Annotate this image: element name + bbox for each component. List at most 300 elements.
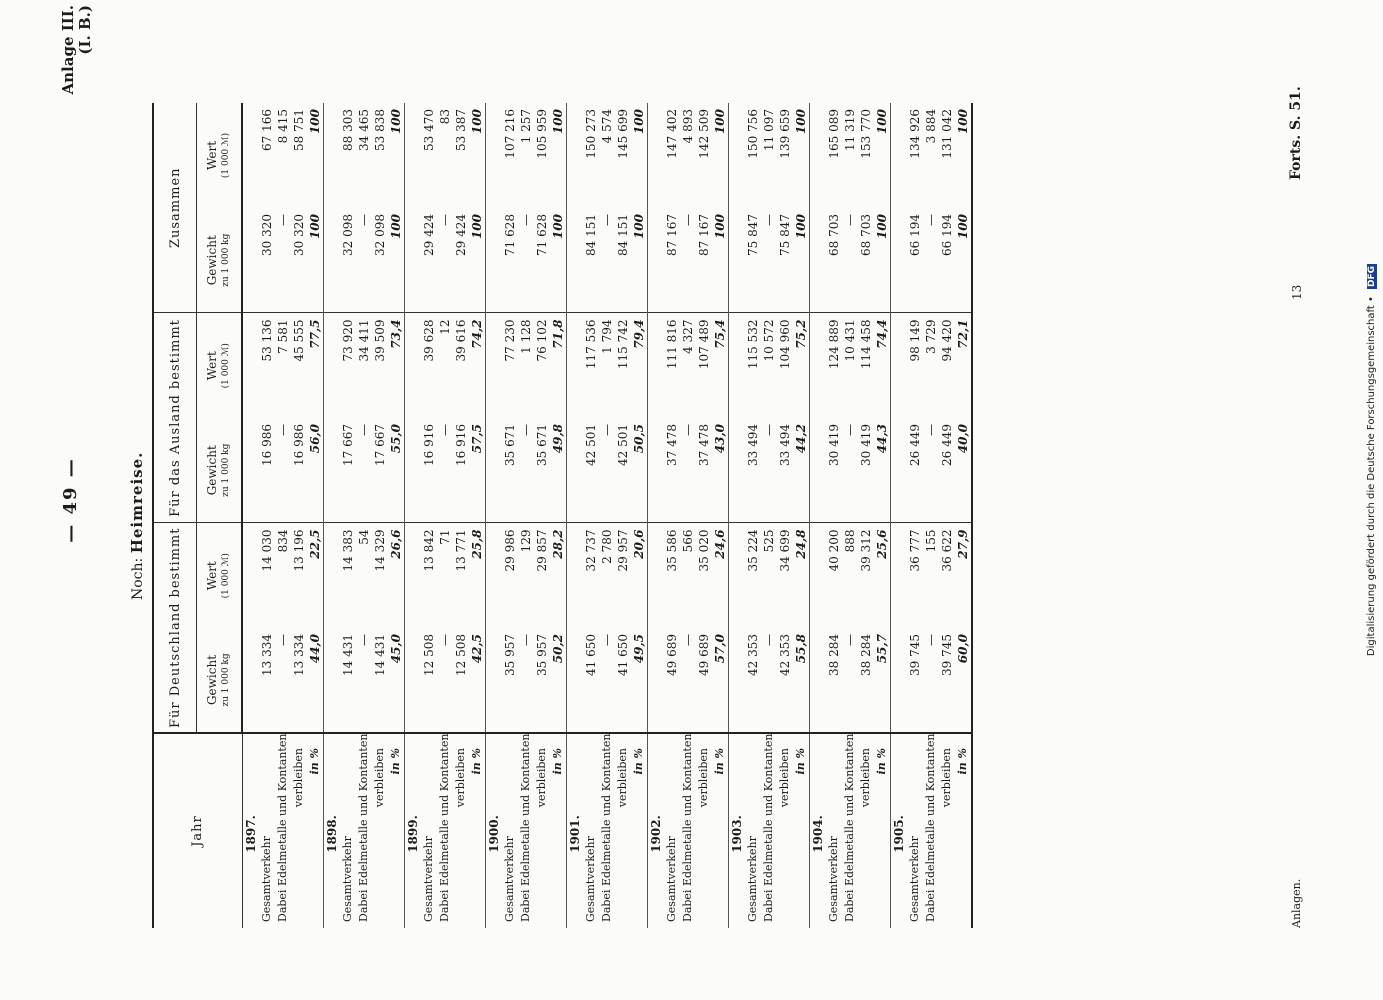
total-traffic-row-label: Gesamtverkehr bbox=[583, 733, 599, 928]
table-cell: 134 926 bbox=[908, 108, 922, 159]
table-cell: 45 555 bbox=[292, 319, 306, 362]
continuation-note: Forts. S. 51. bbox=[1288, 86, 1304, 180]
table-cell: 45,0 bbox=[388, 628, 405, 733]
table-cell: — bbox=[923, 418, 939, 523]
table-cell: 115 532 bbox=[746, 319, 760, 370]
percent-row bbox=[874, 103, 891, 928]
table-cell: 32 098 bbox=[372, 208, 388, 313]
table-cell: 888 bbox=[843, 529, 857, 553]
percent-row-label: in % bbox=[955, 733, 972, 928]
table-cell: 74,2 bbox=[469, 313, 486, 418]
table-cell: 100 bbox=[631, 208, 648, 313]
table-cell: 26 449 bbox=[907, 418, 923, 523]
precious-metals-row bbox=[275, 103, 291, 928]
table-cell: 39 745 bbox=[940, 634, 954, 676]
table-cell: 30 419 bbox=[858, 418, 874, 523]
table-cell: 75 847 bbox=[745, 208, 761, 313]
table-cell: 100 bbox=[712, 208, 729, 313]
remaining-row bbox=[615, 103, 631, 928]
table-cell bbox=[405, 418, 422, 523]
precious-metals-row bbox=[437, 103, 453, 928]
table-body bbox=[242, 103, 972, 928]
table-cell: 66 194 bbox=[939, 208, 955, 313]
unit-header-label: Wert bbox=[205, 140, 219, 170]
remaining-row bbox=[534, 103, 550, 928]
total-traffic-row-label: Gesamtverkehr bbox=[502, 733, 518, 928]
table-cell: 525 bbox=[762, 529, 776, 553]
table-cell: 12 bbox=[438, 319, 452, 335]
table-cell: 1 128 bbox=[519, 319, 533, 354]
table-cell: 12 508 bbox=[422, 634, 436, 676]
appendix-subtitle: (I. B.) bbox=[76, 5, 94, 55]
table-cell bbox=[891, 523, 908, 628]
table-cell bbox=[486, 628, 503, 733]
table-cell: 30 419 bbox=[826, 418, 842, 523]
table-cell bbox=[567, 628, 584, 733]
remaining-row bbox=[291, 103, 307, 928]
table-cell: 566 bbox=[681, 529, 695, 553]
table-cell bbox=[648, 313, 665, 418]
table-cell: 155 bbox=[924, 529, 938, 553]
year-row-label: 1900. bbox=[486, 733, 503, 928]
table-cell: 53 470 bbox=[422, 108, 436, 151]
table-cell: 35 020 bbox=[697, 529, 711, 572]
table-cell: 67 166 bbox=[260, 108, 274, 151]
table-cell: 13 334 bbox=[260, 634, 274, 676]
table-cell: 100 bbox=[388, 103, 405, 208]
table-cell: 49,8 bbox=[550, 418, 567, 523]
table-cell: 13 334 bbox=[292, 634, 306, 676]
year-row-label: 1899. bbox=[405, 733, 422, 928]
table-cell bbox=[567, 313, 584, 418]
table-cell bbox=[405, 208, 422, 313]
remaining-row-label: verbleiben bbox=[939, 733, 955, 928]
table-cell: 100 bbox=[388, 208, 405, 313]
table-cell: — bbox=[357, 634, 371, 646]
remaining-row bbox=[453, 103, 469, 928]
unit-header-label: Gewicht bbox=[205, 445, 219, 496]
page-header: — 49 — bbox=[60, 457, 81, 543]
total-traffic-row-label: Gesamtverkehr bbox=[664, 733, 680, 928]
table-cell bbox=[486, 208, 503, 313]
table-cell: 4 327 bbox=[681, 319, 695, 354]
table-cell: 53 838 bbox=[373, 108, 387, 151]
table-cell: 84 151 bbox=[615, 208, 631, 313]
unit-header-wert bbox=[197, 313, 243, 418]
table-cell: 53 136 bbox=[260, 319, 274, 362]
table-cell: 73 920 bbox=[341, 319, 355, 362]
table-cell: 71 628 bbox=[502, 208, 518, 313]
table-cell: 4 893 bbox=[681, 108, 695, 144]
table-cell: 26 449 bbox=[939, 418, 955, 523]
table-cell: 33 494 bbox=[745, 418, 761, 523]
table-cell: 165 089 bbox=[827, 108, 841, 159]
year-row-label: 1897. bbox=[242, 733, 259, 928]
table-cell bbox=[648, 523, 665, 628]
year-row bbox=[324, 103, 341, 928]
table-cell: 22,5 bbox=[307, 523, 324, 628]
total-traffic-row-label: Gesamtverkehr bbox=[826, 733, 842, 928]
table-cell: 3 884 bbox=[924, 108, 938, 144]
percent-row-label: in % bbox=[712, 733, 729, 928]
table-cell bbox=[324, 103, 341, 208]
table-cell: — bbox=[275, 418, 291, 523]
table-cell: 84 151 bbox=[583, 208, 599, 313]
table-cell: 11 097 bbox=[762, 108, 776, 151]
table-cell: — bbox=[437, 208, 453, 313]
total-traffic-row bbox=[259, 103, 275, 928]
table-cell: 14 431 bbox=[373, 634, 387, 676]
table-cell bbox=[567, 208, 584, 313]
year-row bbox=[810, 103, 827, 928]
table-cell: 36 622 bbox=[940, 529, 954, 572]
table-cell: — bbox=[275, 208, 291, 313]
table-cell bbox=[891, 103, 908, 208]
table-cell: 16 986 bbox=[291, 418, 307, 523]
remaining-row bbox=[939, 103, 955, 928]
year-row-label: 1904. bbox=[810, 733, 827, 928]
table-cell: 34 465 bbox=[357, 108, 371, 151]
table-cell bbox=[891, 313, 908, 418]
percent-row-label: in % bbox=[874, 733, 891, 928]
year-row bbox=[405, 103, 422, 928]
table-cell: 16 916 bbox=[453, 418, 469, 523]
precious-metals-row bbox=[842, 103, 858, 928]
table-cell: 55,7 bbox=[874, 628, 891, 733]
table-cell: 24,6 bbox=[712, 523, 729, 628]
table-cell: 16 916 bbox=[421, 418, 437, 523]
table-cell: 36 777 bbox=[908, 529, 922, 572]
table-cell: 100 bbox=[712, 103, 729, 208]
table-cell: 834 bbox=[276, 529, 290, 553]
total-traffic-row bbox=[421, 103, 437, 928]
precious-metals-row bbox=[680, 103, 696, 928]
table-cell: 13 842 bbox=[422, 529, 436, 572]
table-cell: 68 703 bbox=[858, 208, 874, 313]
table-cell bbox=[242, 628, 259, 733]
table-cell: 58 751 bbox=[292, 108, 306, 151]
total-traffic-row bbox=[664, 103, 680, 928]
table-cell: 107 489 bbox=[697, 319, 711, 370]
unit-header-unit: zu 1 000 kg bbox=[221, 653, 231, 707]
table-cell: 4 574 bbox=[600, 108, 614, 144]
table-cell: 35 586 bbox=[665, 529, 679, 572]
unit-header-unit: zu 1 000 kg bbox=[221, 443, 231, 497]
table-cell: 100 bbox=[874, 208, 891, 313]
table-cell: 3 729 bbox=[924, 319, 938, 354]
percent-row bbox=[955, 103, 972, 928]
table-cell: 49 689 bbox=[697, 634, 711, 676]
table-cell: — bbox=[842, 418, 858, 523]
table-cell bbox=[242, 208, 259, 313]
table-cell: 87 167 bbox=[664, 208, 680, 313]
table-cell: 11 319 bbox=[843, 108, 857, 151]
table-cell bbox=[729, 523, 746, 628]
remaining-row-label: verbleiben bbox=[858, 733, 874, 928]
table-cell bbox=[810, 208, 827, 313]
unit-header-label: Gewicht bbox=[205, 235, 219, 286]
table-cell: 74,4 bbox=[874, 313, 891, 418]
table-cell: 71,8 bbox=[550, 313, 567, 418]
percent-row bbox=[388, 103, 405, 928]
year-row bbox=[648, 103, 665, 928]
table-cell: 100 bbox=[469, 103, 486, 208]
table-cell: 111 816 bbox=[665, 319, 679, 370]
table-cell: 35 671 bbox=[502, 418, 518, 523]
table-cell: 98 149 bbox=[908, 319, 922, 362]
table-cell bbox=[405, 628, 422, 733]
table-cell: 56,0 bbox=[307, 418, 324, 523]
table-cell bbox=[648, 208, 665, 313]
table-cell: 32 098 bbox=[340, 208, 356, 313]
table-cell: 72,1 bbox=[955, 313, 972, 418]
table-cell: 100 bbox=[550, 103, 567, 208]
percent-row-label: in % bbox=[388, 733, 405, 928]
table-cell bbox=[405, 103, 422, 208]
table-cell bbox=[810, 103, 827, 208]
table-cell bbox=[486, 418, 503, 523]
table-cell bbox=[242, 313, 259, 418]
table-cell bbox=[891, 418, 908, 523]
table-cell: 42 501 bbox=[583, 418, 599, 523]
remaining-row-label: verbleiben bbox=[777, 733, 793, 928]
total-traffic-row-label: Gesamtverkehr bbox=[745, 733, 761, 928]
table-cell bbox=[567, 418, 584, 523]
table-cell: 39 628 bbox=[422, 319, 436, 362]
table-cell: 75,2 bbox=[793, 313, 810, 418]
table-cell: 7 581 bbox=[276, 319, 290, 354]
year-row bbox=[891, 103, 908, 928]
precious-metals-row-label: Dabei Edelmetalle und Kontanten bbox=[923, 733, 939, 928]
table-cell: 100 bbox=[955, 103, 972, 208]
precious-metals-row bbox=[761, 103, 777, 928]
table-cell: 26,6 bbox=[388, 523, 405, 628]
group-header-abroad: Für das Ausland bestimmt bbox=[153, 313, 197, 523]
table-cell: 39 312 bbox=[859, 529, 873, 572]
table-cell: 94 420 bbox=[940, 319, 954, 362]
appendix-title: Anlage III. bbox=[59, 5, 77, 95]
remaining-row-label: verbleiben bbox=[696, 733, 712, 928]
table-cell: — bbox=[762, 634, 776, 646]
precious-metals-row-label: Dabei Edelmetalle und Kontanten bbox=[680, 733, 696, 928]
unit-header-gewicht bbox=[197, 208, 243, 313]
table-cell bbox=[648, 628, 665, 733]
table-cell: 38 284 bbox=[859, 634, 873, 676]
table-cell: 57,0 bbox=[712, 628, 729, 733]
table-cell: 40,0 bbox=[955, 418, 972, 523]
percent-row-label: in % bbox=[469, 733, 486, 928]
remaining-row-label: verbleiben bbox=[291, 733, 307, 928]
table-cell: 139 659 bbox=[778, 108, 792, 159]
precious-metals-row bbox=[923, 103, 939, 928]
table-subtitle bbox=[128, 452, 146, 600]
total-traffic-row-label: Gesamtverkehr bbox=[907, 733, 923, 928]
table-cell: 100 bbox=[307, 103, 324, 208]
unit-header-label: Wert bbox=[205, 561, 219, 591]
table-cell bbox=[324, 313, 341, 418]
table-cell: 42,5 bbox=[469, 628, 486, 733]
table-cell: — bbox=[356, 208, 372, 313]
table-cell: 88 303 bbox=[341, 108, 355, 151]
table-cell: 150 756 bbox=[746, 108, 760, 159]
remaining-row-label: verbleiben bbox=[615, 733, 631, 928]
total-traffic-row-label: Gesamtverkehr bbox=[421, 733, 437, 928]
dfg-logo: DFG bbox=[1367, 265, 1377, 287]
table-cell: 25,8 bbox=[469, 523, 486, 628]
total-traffic-row bbox=[502, 103, 518, 928]
table-cell bbox=[729, 418, 746, 523]
table-cell: 100 bbox=[793, 208, 810, 313]
table-cell: 77 230 bbox=[503, 319, 517, 362]
unit-header-unit: (1 000 ℳ) bbox=[221, 132, 231, 179]
table-cell: 37 478 bbox=[664, 418, 680, 523]
digitization-text: Digitalisierung gefördert durch die Deutsche Forschungsgemeinschaft • bbox=[1366, 296, 1377, 657]
table-cell: 39 745 bbox=[908, 634, 922, 676]
unit-header-wert bbox=[197, 103, 243, 208]
table-cell: 104 960 bbox=[778, 319, 792, 370]
table-cell bbox=[567, 523, 584, 628]
table-cell: 145 699 bbox=[616, 108, 630, 159]
table-cell: 57,5 bbox=[469, 418, 486, 523]
table-cell: 50,5 bbox=[631, 418, 648, 523]
table-cell: — bbox=[680, 208, 696, 313]
table-cell: 114 458 bbox=[859, 319, 873, 370]
table-cell: — bbox=[843, 634, 857, 646]
table-cell: 100 bbox=[793, 103, 810, 208]
unit-header-unit: (1 000 ℳ) bbox=[221, 553, 231, 599]
table-cell: 38 284 bbox=[827, 634, 841, 676]
remaining-row-label: verbleiben bbox=[534, 733, 550, 928]
total-traffic-row-label: Gesamtverkehr bbox=[340, 733, 356, 928]
table-cell: 44,2 bbox=[793, 418, 810, 523]
group-header-germany: Für Deutschland bestimmt bbox=[153, 523, 197, 733]
table-cell: 42 501 bbox=[615, 418, 631, 523]
table-cell: 131 042 bbox=[940, 108, 954, 159]
table-cell: 39 616 bbox=[454, 319, 468, 362]
year-row bbox=[567, 103, 584, 928]
table-cell: 49,5 bbox=[631, 628, 648, 733]
table-cell: 44,3 bbox=[874, 418, 891, 523]
precious-metals-row-label: Dabei Edelmetalle und Kontanten bbox=[437, 733, 453, 928]
table-cell: 32 737 bbox=[584, 529, 598, 572]
table-cell: 25,6 bbox=[874, 523, 891, 628]
table-cell: 105 959 bbox=[535, 108, 549, 159]
table-cell: 60,0 bbox=[955, 628, 972, 733]
year-row-label: 1898. bbox=[324, 733, 341, 928]
table-cell: 79,4 bbox=[631, 313, 648, 418]
unit-header-gewicht bbox=[197, 628, 243, 733]
precious-metals-row-label: Dabei Edelmetalle und Kontanten bbox=[599, 733, 615, 928]
table-cell bbox=[729, 313, 746, 418]
table-cell: 17 667 bbox=[372, 418, 388, 523]
digitization-credit bbox=[1366, 0, 1377, 920]
table-cell: 24,8 bbox=[793, 523, 810, 628]
precious-metals-row-label: Dabei Edelmetalle und Kontanten bbox=[842, 733, 858, 928]
table-cell: 50,2 bbox=[550, 628, 567, 733]
table-cell: 16 986 bbox=[259, 418, 275, 523]
table-cell: 10 572 bbox=[762, 319, 776, 362]
remaining-row bbox=[696, 103, 712, 928]
year-row-label: 1901. bbox=[567, 733, 584, 928]
table-cell bbox=[242, 418, 259, 523]
unit-header-label: Wert bbox=[205, 351, 219, 381]
table-cell: 34 699 bbox=[778, 529, 792, 572]
table-cell: — bbox=[923, 208, 939, 313]
table-cell: — bbox=[518, 418, 534, 523]
column-header-year: Jahr bbox=[153, 733, 242, 928]
table-cell bbox=[324, 523, 341, 628]
table-cell bbox=[324, 628, 341, 733]
table-cell: 100 bbox=[631, 103, 648, 208]
year-row-label: 1905. bbox=[891, 733, 908, 928]
precious-metals-row-label: Dabei Edelmetalle und Kontanten bbox=[518, 733, 534, 928]
table-cell bbox=[242, 523, 259, 628]
table-cell bbox=[324, 418, 341, 523]
table-cell: — bbox=[761, 418, 777, 523]
table-cell: 35 224 bbox=[746, 529, 760, 572]
total-traffic-row bbox=[745, 103, 761, 928]
percent-row-label: in % bbox=[307, 733, 324, 928]
table-cell: 29 424 bbox=[453, 208, 469, 313]
table-cell: 68 703 bbox=[826, 208, 842, 313]
table-cell: 87 167 bbox=[696, 208, 712, 313]
percent-row bbox=[307, 103, 324, 928]
table-cell: 41 650 bbox=[584, 634, 598, 676]
table-cell bbox=[486, 523, 503, 628]
table-cell: 66 194 bbox=[907, 208, 923, 313]
table-cell bbox=[648, 418, 665, 523]
table-cell: 33 494 bbox=[777, 418, 793, 523]
table-cell: 73,4 bbox=[388, 313, 405, 418]
table-cell: 71 628 bbox=[534, 208, 550, 313]
total-traffic-row bbox=[340, 103, 356, 928]
percent-row bbox=[712, 103, 729, 928]
table-cell: 124 889 bbox=[827, 319, 841, 370]
precious-metals-row bbox=[518, 103, 534, 928]
table-cell: 83 bbox=[438, 108, 452, 125]
appendix-label bbox=[60, 5, 94, 165]
percent-row bbox=[469, 103, 486, 928]
precious-metals-row-label: Dabei Edelmetalle und Kontanten bbox=[275, 733, 291, 928]
table-cell: 153 770 bbox=[859, 108, 873, 159]
unit-header-unit: zu 1 000 kg bbox=[221, 233, 231, 287]
table-cell: — bbox=[924, 634, 938, 646]
table-cell: — bbox=[842, 208, 858, 313]
total-traffic-row bbox=[907, 103, 923, 928]
percent-row bbox=[550, 103, 567, 928]
table-cell bbox=[810, 313, 827, 418]
table-cell: 100 bbox=[550, 208, 567, 313]
table-cell: 55,0 bbox=[388, 418, 405, 523]
table-cell: 115 742 bbox=[616, 319, 630, 370]
table-cell: — bbox=[681, 634, 695, 646]
year-row bbox=[729, 103, 746, 928]
table-cell: 107 216 bbox=[503, 108, 517, 159]
table-cell: 14 329 bbox=[373, 529, 387, 572]
table-cell: 40 200 bbox=[827, 529, 841, 572]
table-cell: — bbox=[519, 634, 533, 646]
table-cell: 41 650 bbox=[616, 634, 630, 676]
statistics-table bbox=[152, 103, 973, 928]
table-cell bbox=[486, 103, 503, 208]
table-cell: — bbox=[438, 634, 452, 646]
table-cell: 35 671 bbox=[534, 418, 550, 523]
table-cell: 12 508 bbox=[454, 634, 468, 676]
table-cell bbox=[810, 418, 827, 523]
table-cell bbox=[729, 628, 746, 733]
table-cell: 100 bbox=[469, 208, 486, 313]
footer-left: Anlagen. bbox=[1290, 878, 1303, 928]
